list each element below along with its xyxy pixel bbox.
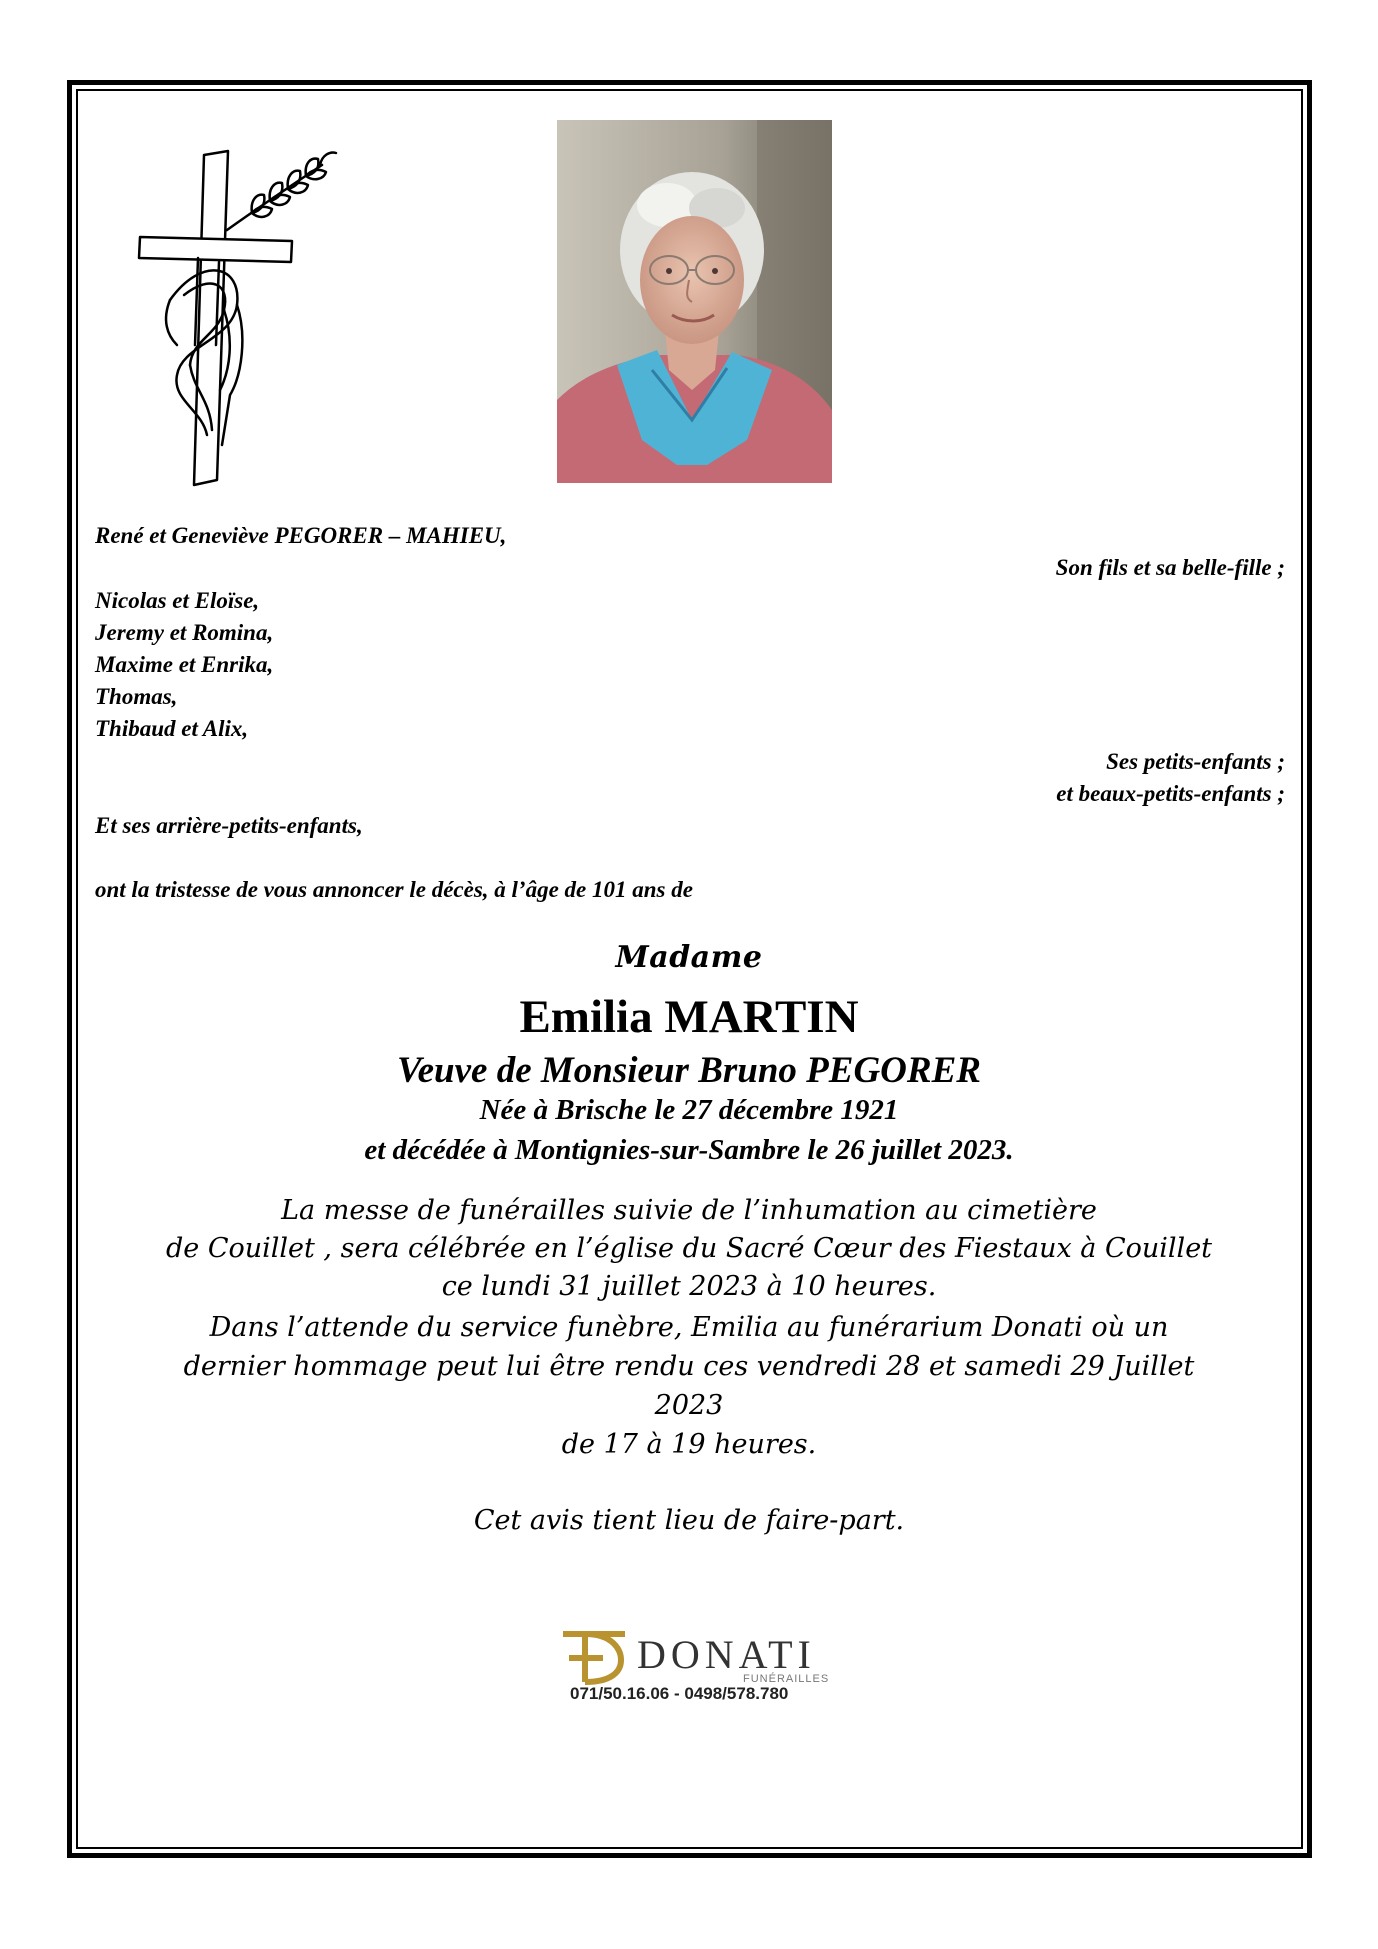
grandchildren-role-2: et beaux-petits-enfants ; [1056,781,1285,806]
grandchild-5: Thibaud et Alix, [95,716,249,741]
logo-brand: DONATI [637,1632,816,1677]
ceremony-line-7: de 17 à 19 heures. [561,1429,817,1460]
ceremony-line-2: de Couillet , sera célébrée en l’église du Sacré Cœur des Fiestaux à Couillet [165,1233,1213,1264]
death-line: et décédée à Montignies-sur-Sambre le 26 juillet 2023. [364,1134,1014,1166]
logo-subtitle: FUNÉRAILLES [743,1673,830,1685]
grandchild-3: Maxime et Enrika, [95,652,274,677]
ceremony-line-4: Dans l’attende du service funèbre, Emilia au funérarium Donati où un [209,1312,1169,1343]
great-grandchildren: Et ses arrière-petits-enfants, [95,813,363,838]
title-madame: Madame [615,940,763,975]
announcement: ont la tristesse de vous annoncer le décès, à l’âge de 101 ans de [95,877,693,902]
grandchild-4: Thomas, [95,684,178,709]
grandchild-2: Jeremy et Romina, [95,620,274,645]
family-son: René et Geneviève PEGORER – MAHIEU, [95,523,507,548]
phone-numbers: 071/50.16.06 - 0498/578.780 [570,1684,789,1703]
cross-wheat-icon [132,145,347,490]
ceremony-line-5: dernier hommage peut lui être rendu ces vendredi 28 et samedi 29 Juillet [183,1351,1195,1382]
widow-line: Veuve de Monsieur Bruno PEGORER [397,1050,981,1091]
grandchild-1: Nicolas et Eloïse, [95,588,260,613]
grandchildren-role: Ses petits-enfants ; [1106,749,1285,774]
portrait-photo [557,120,832,483]
notice-line: Cet avis tient lieu de faire-part. [473,1505,905,1536]
family-son-role: Son fils et sa belle-fille ; [1055,555,1285,580]
birth-line: Née à Brische le 27 décembre 1921 [479,1094,899,1126]
ceremony-line-1: La messe de funérailles suivie de l’inhumation au cimetière [281,1195,1097,1226]
deceased-name: Emilia MARTIN [519,991,859,1043]
ceremony-line-6: 2023 [654,1390,724,1421]
ceremony-line-3: ce lundi 31 juillet 2023 à 10 heures. [441,1271,937,1302]
